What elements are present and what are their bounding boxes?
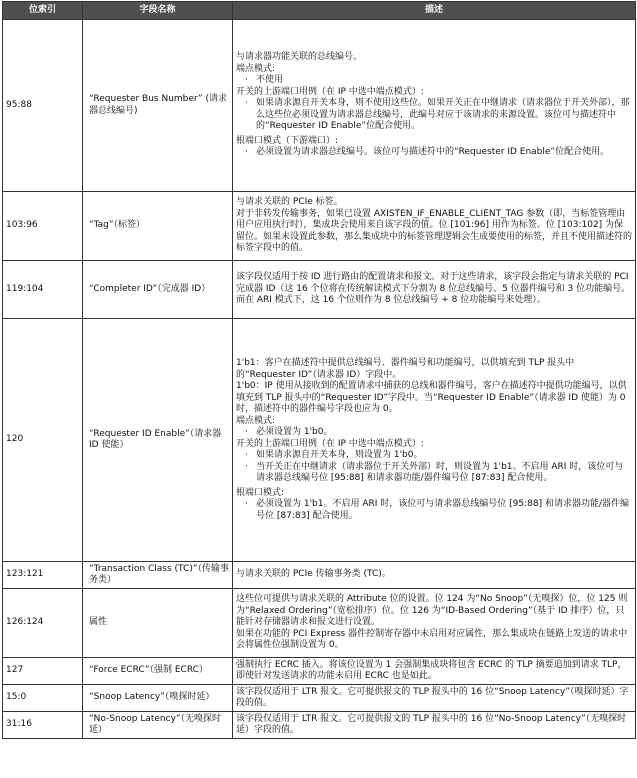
description-paragraph: 如果在功能的 PCI Express 器件控制寄存器中未启用对应属性，那么集成块在链路上发送的请求中会将属性位强制设置为 0。 (236, 628, 628, 651)
bit-index-cell: 126:124 (3, 589, 83, 658)
table-row (3, 192, 636, 261)
description-paragraph: 与请求器功能关联的总线编号。 (236, 52, 363, 63)
header-bit-index: 位索引 (3, 2, 83, 20)
description-paragraph: 开关的上游端口用例（在 IP 中选中端点模式）: (236, 86, 424, 97)
description-paragraph: 与请求关联的 PCIe 标签。 (236, 197, 343, 208)
bit-index-cell: 31:16 (3, 712, 83, 739)
description-cell (233, 562, 636, 589)
table-row (3, 20, 636, 192)
field-name-cell: “Tag”（标签） (83, 192, 233, 261)
description-cell (233, 658, 636, 685)
description-cell (233, 319, 636, 562)
description-paragraph: 1'b0：IP 使用从接收到的配置请求中捕获的总线和器件编号，客户在描述符中提供功能编号，以供填充到 TLP 报头中的“Requester ID”字段中。当“Requester ID Enable”（请求器 ID 使能）为 0 时，描述符中的器件编号字段也应为 0。 (236, 381, 627, 414)
description-paragraph: 对于非转发传输事务，如果已设置 AXISTEN_IF_ENABLE_CLIENT_TAG 参数（即，当标签管理由用户应用执行时），集成块会使用来自该字段的值。位 [101:96] 用作为标签。位 [103:102] 为保留位。如果未设置此参数，那么集成块中的标签管理逻辑会生成要使用的标签，并且不使用描述符的标签字段中的值。 (236, 208, 633, 254)
description-paragraph: 这些位可提供与请求关联的 Attribute 位的设置。位 124 为“No Snoop”（无嗅探）位，位 125 则为“Relaxed Ordering”（宽松排序）位。位 126 为“ID-Based Ordering”（基于 ID 排序）位，只能针对存储器请求和报文进行设置。 (236, 594, 628, 628)
description-cell (233, 261, 636, 319)
field-name-cell: 属性 (83, 589, 233, 658)
bit-index-cell: 15:0 (3, 685, 83, 712)
bullet-item: · 如果请求源自开关本身，则设置为 1'b0。 (236, 450, 632, 462)
bit-index-cell: 103:96 (3, 192, 83, 261)
bullet-item: · 必须设置为 1'b1。不启用 ARI 时，该位可与请求器总线编号位 [95:88] 和请求器功能/器件编号位 [87:83] 配合使用。 (236, 499, 632, 522)
bit-index-cell: 123:121 (3, 562, 83, 589)
description-paragraph: 该字段仅适用于 LTR 报文。它可提供报文的 TLP 报头中的 16 位“Snoop Latency”（嗅探时延）字段的值。 (236, 686, 629, 708)
field-name-cell: “Completer ID”（完成器 ID） (83, 261, 233, 319)
header-field-name: 字段名称 (83, 2, 233, 20)
field-name-cell: “Requester ID Enable”（请求器 ID 使能） (83, 319, 233, 562)
bullet-item: · 必须设置为 1'b0。 (236, 427, 632, 439)
description-paragraph: 开关的上游端口用例（在 IP 中选中端点模式）: (236, 438, 424, 449)
description-cell (233, 685, 636, 712)
table-header-row (3, 2, 636, 20)
field-name-cell: “Snoop Latency”（嗅探时延） (83, 685, 233, 712)
table-row (3, 562, 636, 589)
table-row (3, 712, 636, 739)
table-row (3, 261, 636, 319)
table-row (3, 658, 636, 685)
description-paragraph: 端点模式: (236, 415, 276, 426)
table-row (3, 685, 636, 712)
description-cell (233, 712, 636, 739)
bullet-item: · 不使用 (236, 75, 632, 87)
description-paragraph: 与请求关联的 PCIe 传输事务类 (TC)。 (236, 569, 391, 580)
field-name-cell: “Transaction Class (TC)”（传输事务类） (83, 562, 233, 589)
bit-index-cell: 119:104 (3, 261, 83, 319)
description-cell (233, 589, 636, 658)
bullet-item: · 必须设置为请求器总线编号。该位可与描述符中的“Requester ID Enable”位配合使用。 (236, 147, 632, 159)
description-paragraph: 强制执行 ECRC 插入。将该位设置为 1 会强制集成块将包含 ECRC 的 TLP 摘要追加到请求 TLP，即使针对发送请求的功能未启用 ECRC 也是如此。 (236, 659, 627, 681)
bit-index-cell: 127 (3, 658, 83, 685)
table-row (3, 589, 636, 658)
description-paragraph: 1'b1：客户在描述符中提供总线编号、器件编号和功能编号，以供填充到 TLP 报头中的“Requester ID”（请求器 ID）字段中。 (236, 358, 575, 380)
bullet-item: · 当开关正在中继请求（请求器位于开关外部）时，则设置为 1'b1。不启用 ARI 时，该位可与请求器总线编号位 [95:88] 和请求器功能/器件编号位 [87:83] 配合使用。 (236, 462, 632, 485)
field-name-cell: “Requester Bus Number” (请求器总线编号) (83, 20, 233, 192)
description-paragraph: 该字段仅适用于按 ID 进行路由的配置请求和报文。对于这些请求，该字段会指定与请求关联的 PCI 完成器 ID（这 16 个位将在传统解读模式下分割为 8 位总线编号、5 位器件编号和 3 位功能编号。而在 ARI 模式下，这 16 个位则作为 8 位总线编号 + 8 位功能编号来处理）。 (236, 272, 631, 306)
bit-field-table (2, 1, 636, 739)
description-paragraph: 根端口模式（下游端口）: (236, 135, 339, 146)
description-paragraph: 该字段仅适用于 LTR 报文。它可提供报文的 TLP 报头中的 16 位“No-Snoop Latency”（无嗅探时延）字段的值。 (236, 713, 627, 735)
description-paragraph: 端点模式: (236, 63, 276, 74)
header-description: 描述 (233, 2, 636, 20)
field-name-cell: “No-Snoop Latency”（无嗅探时延） (83, 712, 233, 739)
description-paragraph: 根端口模式: (236, 487, 285, 498)
bullet-item: · 如果请求源自开关本身，则不使用这些位。如果开关正在中继请求（请求器位于开关外部），那么这些位必须设置为请求器总线编号，此编号对应于该请求的来源设置。该位可与描述符中的“Requester ID Enable”位配合使用。 (236, 98, 632, 133)
description-cell (233, 192, 636, 261)
bit-index-cell: 120 (3, 319, 83, 562)
table-row (3, 319, 636, 562)
description-cell (233, 20, 636, 192)
field-name-cell: “Force ECRC”（强制 ECRC） (83, 658, 233, 685)
bit-index-cell: 95:88 (3, 20, 83, 192)
